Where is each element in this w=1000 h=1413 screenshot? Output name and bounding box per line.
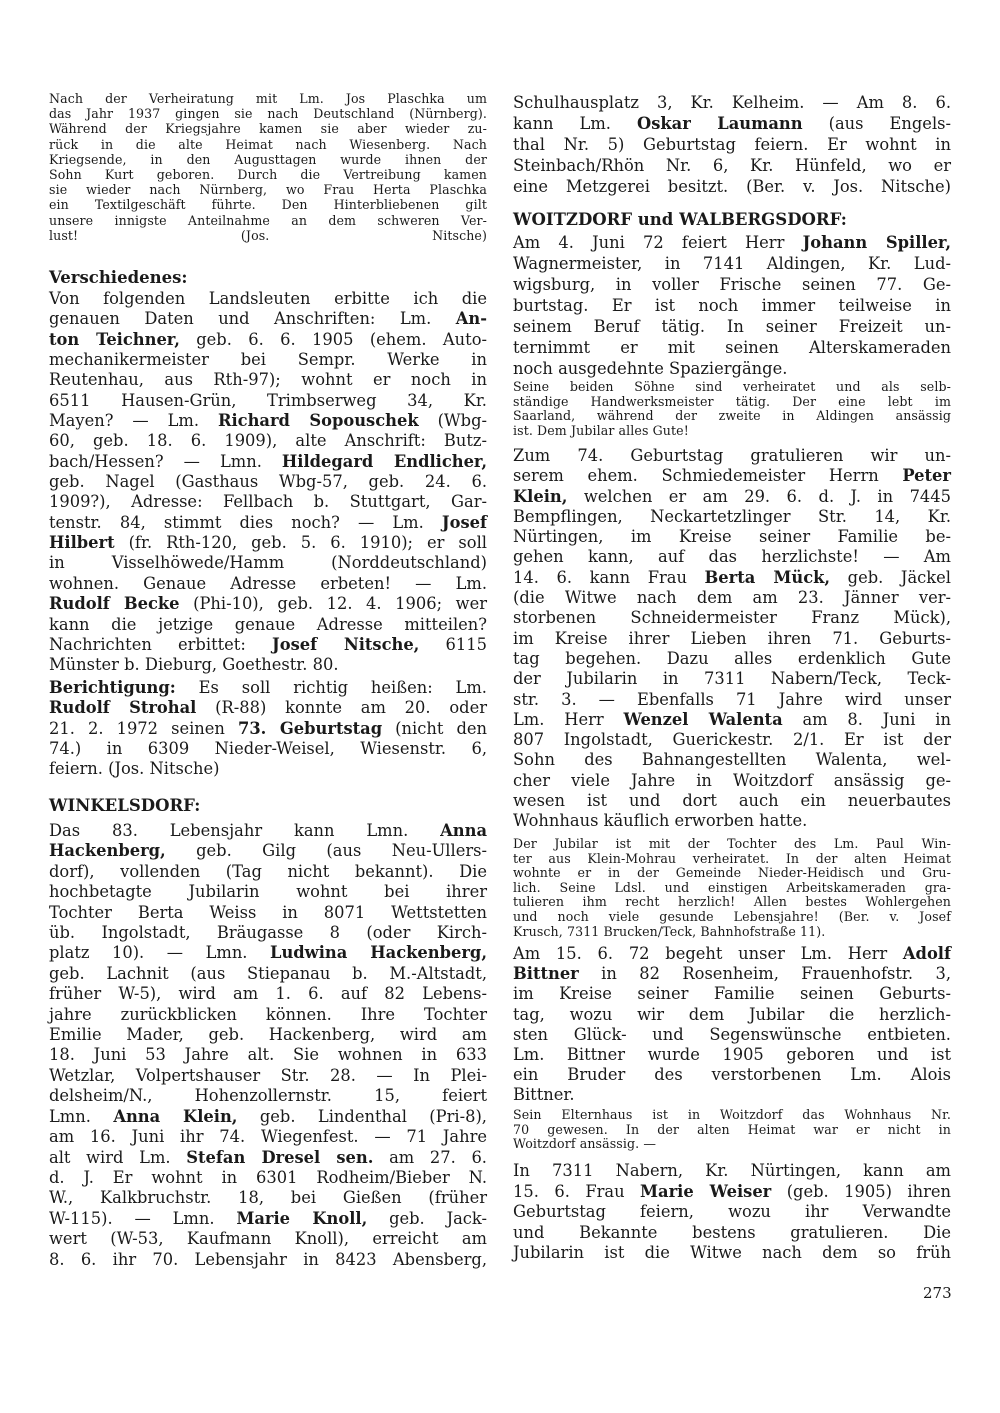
text-line xyxy=(513,176,951,197)
text-line xyxy=(49,615,487,635)
text-run: (fr. Rth-120, geb. 5. 6. 1910); er soll xyxy=(114,533,487,553)
page-number: 273 xyxy=(923,1284,952,1302)
text-run: wert (W-53, Kaufmann Knoll), erreicht am xyxy=(49,1229,487,1249)
text-run: wohnte er in der Gemeinde Nieder-Heidisch und Gru- xyxy=(513,865,951,881)
text-run: wesen ist und dort auch ein neuerbautes xyxy=(513,791,951,811)
text-line xyxy=(49,678,487,698)
text-line xyxy=(513,669,951,689)
bold-name: Klein, xyxy=(513,486,568,506)
text-line xyxy=(513,984,951,1004)
text-line xyxy=(49,167,487,182)
bold-name: Anna xyxy=(440,821,487,840)
text-run: Seine beiden Söhne sind verheiratet und als selb- xyxy=(513,379,951,394)
text-line xyxy=(513,791,951,811)
text-run: noch ausgedehnte Spaziergänge. xyxy=(513,359,788,378)
text-line xyxy=(513,134,951,155)
text-run: am 16. Juni ihr 74. Wiegenfest. — 71 Jahre xyxy=(49,1127,487,1147)
text-run: gehen kann, auf das herzlichste! — Am xyxy=(513,547,951,567)
text-run: 8. 6. ihr 70. Lebensjahr in 8423 Abensberg, xyxy=(49,1249,487,1269)
text-line xyxy=(513,380,951,395)
text-line xyxy=(513,1123,951,1138)
text-run: storbenen Schneidermeister Franz Mück), xyxy=(513,608,951,628)
text-line xyxy=(513,1161,951,1182)
bold-name: Ludwina Hackenberg, xyxy=(270,943,487,963)
bold-name: 73. Geburtstag xyxy=(237,718,383,738)
bold-name: Rudolf Becke xyxy=(49,594,180,614)
bold-name: Anna Klein, xyxy=(113,1106,238,1126)
text-run: d. J. Er wohnt in 6301 Rodheim/Bieber N. xyxy=(49,1167,487,1187)
bold-name: Hilbert xyxy=(49,533,115,553)
text-run: geb. Lindenthal (Pri-8), xyxy=(237,1106,487,1126)
text-line xyxy=(49,943,487,963)
text-run: in Visselhöwede/Hamm (Norddeutschland) xyxy=(49,553,487,573)
text-run: Tochter Berta Weiss in 8071 Wettstetten xyxy=(49,902,487,922)
text-line xyxy=(513,274,951,295)
text-line xyxy=(513,1065,951,1085)
text-run: Wohnhaus käuflich erworben hatte. xyxy=(513,811,808,831)
text-run: im Kreise seiner Familie seinen Geburts- xyxy=(513,984,951,1004)
text-line xyxy=(49,91,487,106)
text-line xyxy=(49,1168,487,1188)
text-line xyxy=(513,337,951,358)
text-line xyxy=(49,1148,487,1168)
text-run: und Bekannte bestens gratulieren. Die xyxy=(513,1222,951,1242)
bold-name: Josef Nitsche, xyxy=(272,634,420,654)
text-run: Lm. Bittner wurde 1905 geboren und ist xyxy=(513,1045,951,1065)
text-line xyxy=(49,121,487,136)
text-line xyxy=(49,984,487,1004)
text-line xyxy=(513,1005,951,1025)
text-line xyxy=(49,1127,487,1147)
text-run: unsere innigste Anteilnahme an dem schweren Ver- xyxy=(49,212,487,228)
text-run: ein Textilgeschäft führte. Den Hinterbliebenen gilt xyxy=(49,197,487,213)
bold-name: Wenzel Walenta xyxy=(623,709,783,729)
text-line xyxy=(513,155,951,176)
text-line xyxy=(513,316,951,337)
text-line xyxy=(513,1137,951,1152)
text-run: Während der Kriegsjahre kamen sie aber wieder zu- xyxy=(49,121,487,137)
text-line xyxy=(513,629,951,649)
text-line xyxy=(49,182,487,197)
text-line xyxy=(513,608,951,628)
text-line xyxy=(513,487,951,507)
text-run: üb. Ingolstadt, Bräugasse 8 (oder Kirch- xyxy=(49,923,487,943)
text-run: 60, geb. 18. 6. 1909), alte Anschrift: Butz- xyxy=(49,431,487,451)
text-line xyxy=(49,719,487,739)
text-run: geb. Gilg (aus Neu-Ullers- xyxy=(165,841,487,861)
text-line xyxy=(49,197,487,212)
text-line xyxy=(49,370,487,390)
bold-name: Stefan Dresel sen. xyxy=(186,1147,374,1167)
text-run: alt wird Lm. xyxy=(49,1147,187,1167)
text-line xyxy=(513,92,951,113)
text-line xyxy=(513,811,951,831)
text-run: Es soll richtig heißen: Lm. xyxy=(175,678,487,697)
text-line xyxy=(49,964,487,984)
birthdays-paragraph xyxy=(513,446,951,832)
text-run: (Wbg- xyxy=(418,411,487,431)
text-line xyxy=(49,635,487,655)
text-line xyxy=(513,1085,951,1105)
bold-name: Marie Knoll, xyxy=(236,1208,368,1228)
text-run: Jubilarin ist die Witwe nach dem so früh xyxy=(513,1243,951,1263)
bold-name: Rudolf Strohal xyxy=(49,698,197,718)
text-line xyxy=(49,594,487,614)
text-line xyxy=(49,862,487,882)
bold-name: Peter xyxy=(902,466,951,486)
text-run: Lmn. xyxy=(49,1106,114,1126)
text-run: im Kreise ihrer Lieben ihren 71. Geburts- xyxy=(513,628,951,648)
text-line xyxy=(513,1223,951,1244)
text-line xyxy=(49,841,487,861)
text-run: In 7311 Nabern, Kr. Nürtingen, kann am xyxy=(513,1161,951,1180)
text-line xyxy=(513,232,951,253)
text-line xyxy=(513,507,951,527)
text-run: burtstag. Er ist noch immer teilweise in xyxy=(513,296,951,315)
bold-name: Bittner xyxy=(513,964,579,984)
section-heading-verschiedenes: Verschiedenes: xyxy=(49,268,188,287)
text-run: Reutenhau, aus Rth-97); wohnt er noch in xyxy=(49,370,487,390)
text-run: der Jubilarin in 7311 Nabern/Teck, Teck- xyxy=(513,669,951,689)
text-line xyxy=(513,395,951,410)
text-run: ein Bruder des verstorbenen Lm. Alois xyxy=(513,1065,951,1085)
text-line xyxy=(513,852,951,867)
text-run: W-115). — Lmn. xyxy=(49,1208,237,1228)
continued-paragraph xyxy=(513,92,951,197)
text-run: delsheim/N., Hohenzollernstr. 15, feiert xyxy=(49,1086,487,1106)
text-line xyxy=(49,553,487,573)
text-run: ter aus Klein-Mohrau verheiratet. In der alten Heimat xyxy=(513,850,951,866)
text-run: tulieren ihm recht herzlich! Allen bestes Wohlergehen xyxy=(513,894,951,910)
text-run: Bempflingen, Neckartetzlinger Str. 14, Kr. xyxy=(513,506,951,526)
obituary-paragraph xyxy=(49,91,487,243)
text-run: 6511 Hausen-Grün, Trimbserweg 34, Kr. xyxy=(49,390,487,410)
text-run: feiern. (Jos. Nitsche) xyxy=(49,759,220,779)
bold-name: Marie Weiser xyxy=(640,1181,772,1201)
text-line xyxy=(49,1086,487,1106)
berichtigung-paragraph xyxy=(49,678,487,780)
text-run: Bittner. xyxy=(513,1085,575,1105)
text-line xyxy=(513,1243,951,1264)
bold-name: Richard Sopouschek xyxy=(217,411,419,431)
text-run: (die Witwe nach dem am 23. Jänner ver- xyxy=(513,588,951,608)
text-run: Steinbach/Rhön Nr. 6, Kr. Hünfeld, wo er xyxy=(513,156,951,175)
text-run: eine Metzgerei besitzt. (Ber. v. Jos. Nitsche) xyxy=(513,177,951,196)
text-line xyxy=(513,771,951,791)
text-run: Am 4. Juni 72 feiert Herr xyxy=(513,233,803,252)
text-line xyxy=(513,925,951,940)
text-line xyxy=(513,295,951,316)
text-line xyxy=(49,1209,487,1229)
text-run: 74.) in 6309 Nieder-Weisel, Wiesenstr. 6, xyxy=(49,739,487,759)
text-line xyxy=(513,964,951,984)
text-run: seinem Beruf tätig. In seiner Freizeit un- xyxy=(513,317,951,336)
text-line xyxy=(49,152,487,167)
text-run: kann die jetzige genaue Adresse mitteilen? xyxy=(49,614,487,634)
text-line xyxy=(49,452,487,472)
text-run: Wagnermeister, in 7141 Aldingen, Kr. Lud- xyxy=(513,254,951,273)
text-run: geb. 6. 6. 1905 (ehem. Auto- xyxy=(179,329,487,349)
text-line xyxy=(49,759,487,779)
text-run: Nürtingen, im Kreise seiner Familie be- xyxy=(513,527,951,547)
text-line xyxy=(49,228,487,243)
text-line xyxy=(49,923,487,943)
text-line xyxy=(513,113,951,134)
text-line xyxy=(49,213,487,228)
text-line xyxy=(513,750,951,770)
text-run: das Jahr 1937 gingen sie nach Deutschland (Nürnberg). xyxy=(49,106,487,122)
bittner-paragraph xyxy=(513,944,951,1106)
text-run: (aus Engels- xyxy=(802,114,952,133)
text-run: ternimmt er mit seinen Alterskameraden xyxy=(513,338,951,357)
text-run: Sohn des Bahnangestellten Walenta, wel- xyxy=(513,750,951,770)
text-run: hochbetagte Jubilarin wohnt bei ihrer xyxy=(49,882,487,902)
text-run: lust! (Jos. Nitsche) xyxy=(49,227,487,243)
text-line xyxy=(513,358,951,379)
text-line xyxy=(49,1229,487,1249)
text-line xyxy=(49,1045,487,1065)
text-line xyxy=(513,881,951,896)
bold-name: Johann Spiller, xyxy=(802,233,951,252)
text-line xyxy=(49,137,487,152)
text-run: Sohn Kurt geboren. Durch die Vertreibung kamen xyxy=(49,167,487,183)
text-run: Der Jubilar ist mit der Tochter des Lm. Paul Win- xyxy=(513,836,951,851)
text-run: geb. Jäckel xyxy=(830,567,951,587)
text-run: früher W-5), wird am 1. 6. auf 82 Lebens- xyxy=(49,984,487,1004)
text-line xyxy=(513,649,951,669)
text-line xyxy=(49,411,487,431)
text-run: am 8. Juni in xyxy=(782,709,952,729)
text-line xyxy=(513,253,951,274)
text-line xyxy=(49,698,487,718)
text-run: Wetzlar, Volpertshauser Str. 28. — In Plei- xyxy=(49,1065,487,1085)
text-run: Mayen? — Lm. xyxy=(49,411,218,431)
text-run: rück in die alte Heimat nach Wiesenberg. Nach xyxy=(49,136,487,152)
text-run: jahre zurückblicken können. Ihre Tochter xyxy=(49,1004,487,1024)
text-run: serem ehem. Schmiedemeister Herrn xyxy=(513,466,903,486)
bold-name: Oskar Laumann xyxy=(637,114,803,133)
text-line xyxy=(513,588,951,608)
text-line xyxy=(49,492,487,512)
text-run: dorf), vollenden (Tag nicht bekannt). Die xyxy=(49,861,487,881)
text-run: 21. 2. 1972 seinen xyxy=(49,718,238,738)
text-run: 1909?), Adresse: Fellbach b. Stuttgart, Gar- xyxy=(49,492,487,512)
text-run: Münster b. Dieburg, Goethestr. 80. xyxy=(49,655,339,675)
text-line xyxy=(513,710,951,730)
bold-name: Josef xyxy=(441,512,487,532)
text-line xyxy=(49,1025,487,1045)
text-run: genauen Daten und Anschriften: Lm. xyxy=(49,309,456,329)
text-run: Das 83. Lebensjahr kann Lmn. xyxy=(49,821,441,840)
spiller-paragraph xyxy=(513,232,951,379)
bold-name: Adolf xyxy=(902,944,951,963)
text-run: in 82 Rosenheim, Frauenhofstr. 3, xyxy=(578,964,951,984)
text-run: thal Nr. 5) Geburtstag feiern. Er wohnt in xyxy=(513,135,951,154)
text-line xyxy=(513,527,951,547)
text-line xyxy=(513,1045,951,1065)
text-line xyxy=(513,895,951,910)
text-line xyxy=(49,350,487,370)
text-line xyxy=(49,1005,487,1025)
text-run: str. 3. — Ebenfalls 71 Jahre wird unser xyxy=(513,689,951,709)
text-run: (geb. 1905) ihren xyxy=(771,1181,951,1201)
text-run: geb. Lachnit (aus Stiepanau b. M.-Altstadt, xyxy=(49,963,487,983)
bold-name: Berichtigung: xyxy=(49,678,176,697)
text-run: Geburtstag feiern, wozu ihr Verwandte xyxy=(513,1202,951,1222)
bittner-note xyxy=(513,1108,951,1152)
text-run: Am 15. 6. 72 begeht unser Lm. Herr xyxy=(513,944,903,963)
text-run: Saarland, während der zweite in Aldingen ansässig xyxy=(513,408,951,424)
text-run: Von folgenden Landsleuten erbitte ich die xyxy=(49,289,487,308)
text-line xyxy=(513,866,951,881)
text-line xyxy=(49,472,487,492)
section-heading-woitzdorf: WOITZDORF und WALBERGSDORF: xyxy=(513,210,847,229)
text-run: geb. Nagel (Gasthaus Wbg-57, geb. 24. 6. xyxy=(49,472,487,492)
text-line xyxy=(513,547,951,567)
text-line xyxy=(513,1182,951,1203)
text-line xyxy=(513,409,951,424)
text-line xyxy=(49,1250,487,1270)
bold-name: Berta Mück, xyxy=(704,567,831,587)
text-run: lich. Seine Ldsl. und einstigen Arbeitskameraden gra- xyxy=(513,879,951,895)
text-run: Nachrichten erbittet: xyxy=(49,634,273,654)
text-run: 15. 6. Frau xyxy=(513,1181,641,1201)
text-run: W., Kalkbruchstr. 18, bei Gießen (früher xyxy=(49,1188,487,1208)
text-run: ist. Dem Jubilar alles Gute! xyxy=(513,422,689,438)
text-run: kann Lm. xyxy=(513,114,638,133)
verschiedenes-paragraph xyxy=(49,289,487,676)
winkelsdorf-paragraph xyxy=(49,821,487,1270)
text-line xyxy=(513,466,951,486)
text-run: 70 gewesen. In der alten Heimat war er nicht in xyxy=(513,1121,951,1137)
section-heading-winkelsdorf: WINKELSDORF: xyxy=(49,796,201,815)
weiser-paragraph xyxy=(513,1161,951,1264)
text-run: tag begehen. Dazu alles erdenklich Gute xyxy=(513,648,951,668)
text-line xyxy=(49,1066,487,1086)
text-run: bach/Hessen? — Lmn. xyxy=(49,451,282,471)
text-run: wigsburg, in voller Frische seinen 77. Ge- xyxy=(513,275,951,294)
text-line xyxy=(513,690,951,710)
text-line xyxy=(513,446,951,466)
text-run: platz 10). — Lmn. xyxy=(49,943,271,963)
text-run: tenstr. 84, stimmt dies noch? — Lm. xyxy=(49,512,442,532)
text-line xyxy=(49,289,487,309)
text-line xyxy=(513,1202,951,1223)
text-line xyxy=(513,1025,951,1045)
text-line xyxy=(513,730,951,750)
text-run: wohnen. Genaue Adresse erbeten! — Lm. xyxy=(49,573,487,593)
text-run: sten Glück- und Segenswünsche entbieten. xyxy=(513,1024,951,1044)
text-line xyxy=(49,655,487,675)
text-run: (Phi-10), geb. 12. 4. 1906; wer xyxy=(179,594,487,614)
text-line xyxy=(513,837,951,852)
text-run: sie wieder nach Nürnberg, wo Frau Herta Plaschka xyxy=(49,182,487,198)
text-line xyxy=(49,739,487,759)
text-line xyxy=(513,944,951,964)
text-line xyxy=(49,1107,487,1127)
text-line xyxy=(49,391,487,411)
text-run: Lm. Herr xyxy=(513,709,624,729)
text-run: Emilie Mader, geb. Hackenberg, wird am xyxy=(49,1025,487,1045)
text-line xyxy=(49,1188,487,1208)
text-run: und noch viele gesunde Lebensjahre! (Ber. v. Josef xyxy=(513,908,951,924)
text-line xyxy=(49,821,487,841)
text-run: Krusch, 7311 Brucken/Teck, Bahnhofstraße 11). xyxy=(513,923,826,939)
bold-name: ton Teichner, xyxy=(49,329,180,349)
text-line xyxy=(49,513,487,533)
text-line xyxy=(49,330,487,350)
text-run: Kriegsende, in den Augusttagen wurde ihnen der xyxy=(49,151,487,167)
bold-name: Hackenberg, xyxy=(49,841,166,861)
walenta-note xyxy=(513,837,951,939)
text-run: 14. 6. kann Frau xyxy=(513,567,705,587)
text-line xyxy=(513,910,951,925)
text-run: welchen er am 29. 6. d. J. in 7445 xyxy=(567,486,951,506)
text-line xyxy=(513,568,951,588)
text-line xyxy=(49,882,487,902)
text-line xyxy=(49,431,487,451)
text-run: 807 Ingolstadt, Guerickestr. 2/1. Er ist der xyxy=(513,730,951,750)
text-run: Zum 74. Geburtstag gratulieren wir un- xyxy=(513,446,951,465)
text-run: cher viele Jahre in Woitzdorf ansässig ge- xyxy=(513,770,951,790)
text-run: Woitzdorf ansässig. — xyxy=(513,1136,657,1152)
bold-name: Hildegard Endlicher, xyxy=(281,451,487,471)
text-line xyxy=(513,424,951,439)
text-run: geb. Jack- xyxy=(367,1208,487,1228)
text-line xyxy=(49,533,487,553)
text-line xyxy=(49,106,487,121)
text-run: Schulhausplatz 3, Kr. Kelheim. — Am 8. 6. xyxy=(513,93,951,112)
spiller-note xyxy=(513,380,951,438)
text-line xyxy=(513,1108,951,1123)
bold-name: An- xyxy=(455,309,487,329)
text-run: (R-88) konnte am 20. oder xyxy=(196,698,487,718)
text-run: Sein Elternhaus ist in Woitzdorf das Wohnhaus Nr. xyxy=(513,1107,951,1122)
text-run: am 27. 6. xyxy=(373,1147,487,1167)
text-run: (nicht den xyxy=(382,718,487,738)
text-run: 6115 xyxy=(419,634,487,654)
text-run: ständige Handwerksmeister tätig. Der eine lebt im xyxy=(513,393,951,409)
text-run: 18. Juni 53 Jahre alt. Sie wohnen in 633 xyxy=(49,1045,487,1065)
text-run: mechanikermeister bei Sempr. Werke in xyxy=(49,350,487,370)
text-line xyxy=(49,903,487,923)
text-line xyxy=(49,574,487,594)
text-run: tag, wozu wir dem Jubilar die herzlich- xyxy=(513,1004,951,1024)
text-run: Nach der Verheiratung mit Lm. Jos Plaschka um xyxy=(49,91,487,106)
text-line xyxy=(49,309,487,329)
